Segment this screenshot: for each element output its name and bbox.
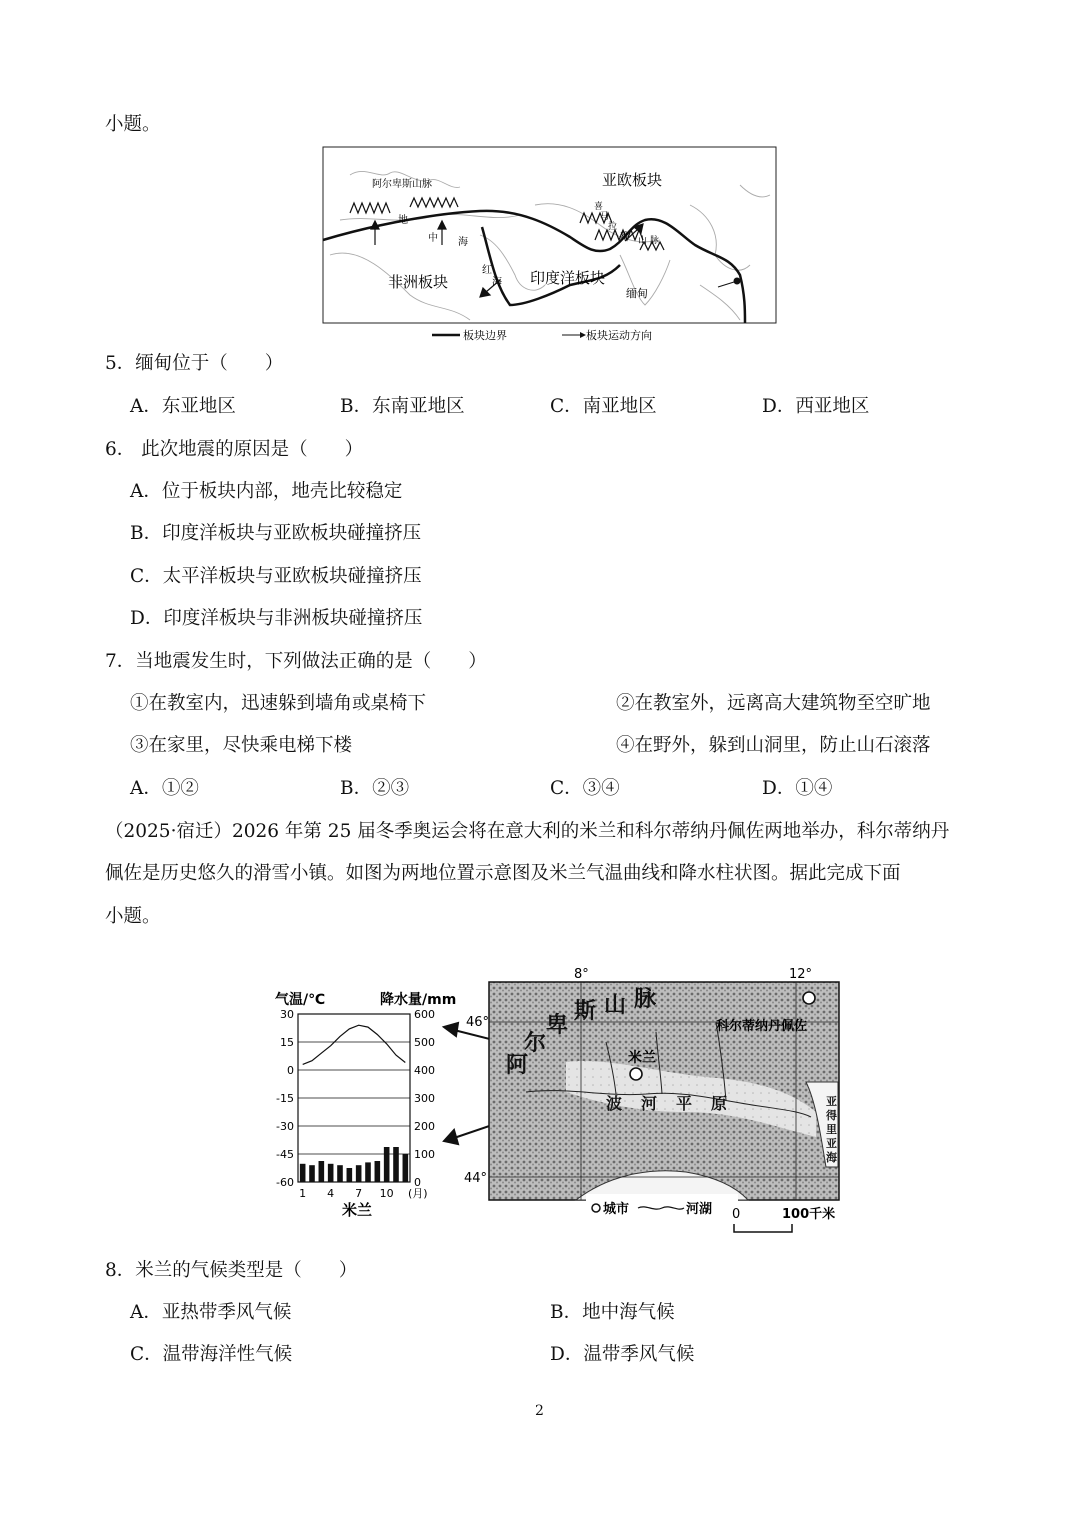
himalaya-char: 拉 — [608, 222, 618, 232]
himalaya-char: 马 — [600, 212, 610, 222]
q7-option-c[interactable]: C．③④ — [550, 778, 620, 799]
x-tick-label: 1 — [299, 1187, 307, 1200]
alps-label: 阿尔卑斯山脉 — [372, 179, 432, 190]
legend-direction: 板块运动方向 — [586, 329, 652, 342]
q8-option-b[interactable]: B．地中海气候 — [550, 1302, 675, 1323]
left-tick-label: -30 — [276, 1120, 294, 1133]
precip-bar — [309, 1165, 315, 1182]
q5-option-c[interactable]: C．南亚地区 — [550, 396, 657, 417]
precip-bar — [365, 1162, 371, 1182]
q5-option-b[interactable]: B．东南亚地区 — [340, 396, 465, 417]
x-unit-label: (月) — [408, 1187, 428, 1200]
right-tick-label: 300 — [414, 1092, 435, 1105]
po-plain-char: 河 — [641, 1094, 658, 1113]
q6-option-a[interactable]: A．位于板块内部，地壳比较稳定 — [130, 481, 403, 502]
precip-bar — [375, 1161, 381, 1182]
myanmar-label: 缅甸 — [626, 287, 648, 300]
alps-char: 脉 — [634, 987, 657, 1012]
med-sea-char: 地 — [398, 215, 408, 226]
legend-river: 河湖 — [686, 1202, 713, 1217]
lon-12: 12° — [789, 967, 813, 982]
legend-boundary: 板块边界 — [463, 329, 507, 342]
q7-option-a[interactable]: A．①② — [130, 778, 199, 799]
scale-100: 100千米 — [782, 1207, 836, 1222]
temperature-line — [303, 1025, 406, 1064]
scale-zero: 0 — [732, 1207, 741, 1222]
chart-caption: 米兰 — [342, 1201, 373, 1219]
himalaya-char: 山 — [638, 236, 648, 246]
q7-statement-1: ①在教室内，迅速躲到墙角或桌椅下 — [130, 693, 427, 714]
y-left-label: 气温/℃ — [275, 992, 326, 1008]
alps-char: 尔 — [524, 1031, 547, 1056]
red-sea-char: 海 — [492, 277, 502, 288]
himalaya-char: 喜 — [594, 202, 604, 212]
alps-char: 卑 — [546, 1013, 569, 1038]
himalaya-char: 脉 — [650, 236, 660, 246]
right-tick-label: 500 — [414, 1036, 435, 1049]
q5-option-d[interactable]: D．西亚地区 — [762, 396, 870, 417]
q8-option-a[interactable]: A．亚热带季风气候 — [130, 1302, 292, 1323]
alps-char: 阿 — [506, 1053, 529, 1078]
left-tick-label: 0 — [287, 1064, 294, 1077]
precip-bar — [328, 1164, 334, 1182]
adriatic-char: 得 — [826, 1109, 837, 1122]
x-tick-label: 10 — [379, 1187, 394, 1200]
page-number: 2 — [535, 1403, 544, 1419]
legend-city: 城市 — [603, 1202, 630, 1217]
q7-statement-3: ③在家里，尽快乘电梯下楼 — [130, 735, 353, 756]
right-tick-label: 600 — [414, 1008, 435, 1021]
cortina-label: 科尔蒂纳丹佩佐 — [716, 1019, 808, 1034]
passage-tail: 小题。 — [105, 114, 161, 135]
left-tick-label: -60 — [276, 1176, 294, 1189]
lat-44: 44° — [464, 1171, 488, 1186]
indian-plate-label: 印度洋板块 — [530, 269, 606, 287]
q7-option-b[interactable]: B．②③ — [340, 778, 410, 799]
q6-option-b[interactable]: B．印度洋板块与亚欧板块碰撞挤压 — [130, 523, 422, 544]
lat-46: 46° — [466, 1015, 490, 1030]
passage2-line2: 佩佐是历史悠久的滑雪小镇。如图为两地位置示意图及米兰气温曲线和降水柱状图。据此完成下面 — [105, 863, 901, 884]
q6-option-d[interactable]: D．印度洋板块与非洲板块碰撞挤压 — [130, 608, 423, 629]
alps-char: 山 — [604, 993, 627, 1018]
q6-stem: 6． 此次地震的原因是（ ） — [105, 439, 364, 460]
med-sea-char: 海 — [458, 237, 468, 248]
po-plain-char: 波 — [606, 1094, 623, 1113]
adriatic-char: 亚 — [826, 1137, 837, 1150]
q8-option-d[interactable]: D．温带季风气候 — [550, 1344, 695, 1365]
eurasia-plate-label: 亚欧板块 — [602, 171, 663, 189]
left-tick-label: -45 — [276, 1148, 294, 1161]
adriatic-char: 亚 — [826, 1095, 837, 1108]
left-tick-label: 30 — [280, 1008, 294, 1021]
q7-statement-4: ④在野外，躲到山洞里，防止山石滚落 — [616, 735, 931, 756]
red-sea-char: 红 — [482, 265, 492, 276]
left-tick-label: 15 — [280, 1036, 294, 1049]
q7-stem: 7．当地震发生时，下列做法正确的是（ ） — [105, 651, 487, 672]
precip-bar — [347, 1168, 353, 1182]
precip-bar — [384, 1147, 390, 1182]
passage2-line3: 小题。 — [105, 906, 161, 927]
q8-stem: 8．米兰的气候类型是（ ） — [105, 1260, 358, 1281]
x-tick-label: 7 — [355, 1187, 363, 1200]
precip-bar — [319, 1161, 325, 1182]
north-italy-map — [464, 962, 851, 1237]
q5-stem: 5．缅甸位于（ ） — [105, 353, 284, 374]
precip-bar — [356, 1165, 362, 1182]
precip-bar — [403, 1154, 409, 1182]
africa-plate-label: 非洲板块 — [388, 273, 449, 291]
milan-label: 米兰 — [628, 1050, 656, 1066]
x-tick-label: 4 — [327, 1187, 335, 1200]
q7-option-d[interactable]: D．①④ — [762, 778, 833, 799]
right-tick-label: 200 — [414, 1120, 435, 1133]
adriatic-char: 里 — [826, 1123, 837, 1136]
precip-bar — [393, 1147, 399, 1182]
q7-statement-2: ②在教室外，远离高大建筑物至空旷地 — [616, 693, 931, 714]
po-plain-char: 平 — [676, 1094, 693, 1113]
himalaya-char: 雅 — [620, 232, 630, 242]
plate-map — [320, 145, 780, 345]
passage2-line1: （2025·宿迁）2026 年第 25 届冬季奥运会将在意大利的米兰和科尔蒂纳丹佩佐两地举办，科尔蒂纳丹 — [105, 821, 950, 842]
q5-option-a[interactable]: A．东亚地区 — [130, 396, 236, 417]
q8-option-c[interactable]: C．温带海洋性气候 — [130, 1344, 293, 1365]
right-tick-label: 100 — [414, 1148, 435, 1161]
lon-8: 8° — [574, 967, 589, 982]
q6-option-c[interactable]: C．太平洋板块与亚欧板块碰撞挤压 — [130, 566, 422, 587]
precip-bar — [300, 1164, 306, 1182]
alps-char: 斯 — [574, 999, 597, 1024]
right-tick-label: 400 — [414, 1064, 435, 1077]
adriatic-char: 海 — [826, 1151, 837, 1164]
right-tick-label: 0 — [414, 1176, 421, 1189]
precip-bar — [337, 1165, 343, 1182]
po-plain-char: 原 — [711, 1094, 728, 1113]
y-right-label: 降水量/mm — [380, 992, 457, 1008]
left-tick-label: -15 — [276, 1092, 294, 1105]
med-sea-char: 中 — [428, 233, 438, 244]
